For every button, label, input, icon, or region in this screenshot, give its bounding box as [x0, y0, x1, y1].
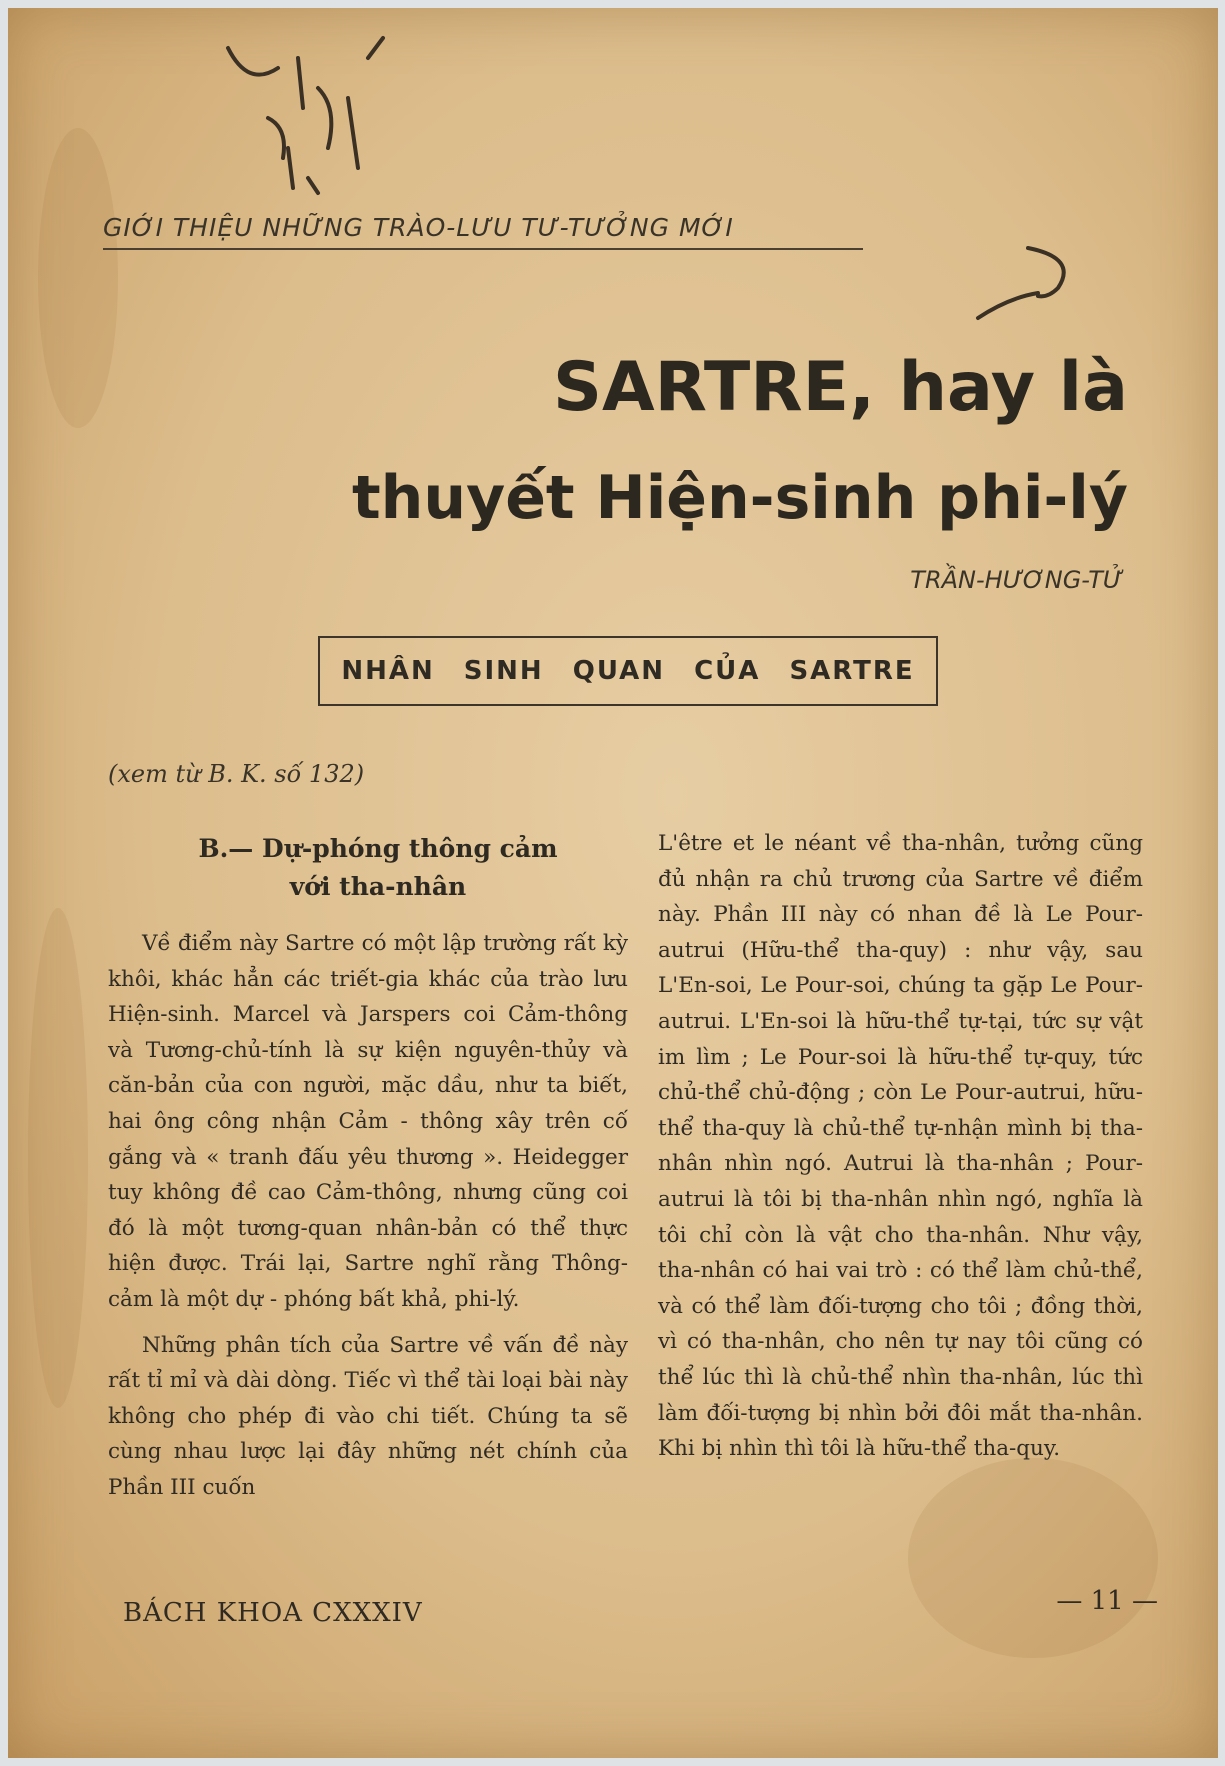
left-column	[108, 926, 628, 1516]
paragraph: Về điểm này Sartre có một lập trường rất kỳ khôi, khác hẳn các triết-gia khác của trào lưu Hiện-sinh. Marcel và Jarspers coi Cảm-thông và Tương-chủ-tính là sự kiện nguyên-thủy và căn-bản của con người, mặc dầu, như ta biết, hai ông công nhận Cảm - thông xây trên cố gắng và « tranh đấu yêu thương ». Heidegger tuy không đề cao Cảm-thông, nhưng cũng coi đó là một tương-quan nhân-bản có thể thực hiện được. Trái lại, Sartre nghĩ rằng Thông-cảm là một dự - phóng bất khả, phi-lý.	[108, 931, 628, 1312]
boxed-heading	[318, 636, 938, 706]
article-title-line2: thuyết Hiện-sinh phi-lý	[352, 463, 1128, 533]
magazine-page	[8, 8, 1218, 1758]
subheading-line1: B.— Dự-phóng thông cảm	[198, 834, 558, 863]
paper-stain	[38, 128, 118, 428]
publication-footer: BÁCH KHOA CXXXIV	[123, 1598, 423, 1628]
continued-from-note: (xem từ B. K. số 132)	[108, 760, 365, 788]
handwritten-scribble	[208, 28, 398, 198]
boxed-heading-text: NHÂN SINH QUAN CỦA SARTRE	[341, 656, 915, 686]
handwritten-mark	[968, 238, 1088, 328]
paragraph: L'être et le néant về tha-nhân, tưởng cũng đủ nhận ra chủ trương của Sartre về điểm này. Phần III này có nhan đề là Le Pour-autrui (Hữu-thể tha-quy) : như vậy, sau L'En-soi, Le Pour-soi, chúng ta gặp Le Pour-autrui. L'En-soi là hữu-thể tự-tại, tức sự vật im lìm ; Le Pour-soi là hữu-thể tự-quy, tức chủ-thể chủ-động ; còn Le Pour-autrui, hữu-thể tha-quy là chủ-thể tự-nhận mình bị tha-nhân nhìn ngó. Autrui là tha-nhân ; Pour-autrui là tôi bị tha-nhân nhìn ngó, nghĩa là tôi chỉ còn là vật cho tha-nhân. Như vậy, tha-nhân có hai vai trò : có thể làm chủ-thể, và có thể làm đối-tượng cho tôi ; đồng thời, vì có tha-nhân, cho nên tự nay tôi cũng có thể lúc thì là chủ-thể nhìn tha-nhân, lúc thì làm đối-tượng bị nhìn bởi đôi mắt tha-nhân. Khi bị nhìn thì tôi là hữu-thể tha-quy.	[658, 831, 1143, 1462]
section-banner: GIỚI THIỆU NHỮNG TRÀO-LƯU TƯ-TƯỞNG MỚI	[103, 213, 863, 250]
page-number: — 11 —	[1056, 1586, 1158, 1616]
subheading	[108, 830, 648, 906]
article-title-line1: SARTRE, hay là	[552, 348, 1128, 427]
right-column	[658, 826, 1143, 1477]
subheading-line2: với tha-nhân	[289, 872, 467, 901]
article-author: TRẦN-HƯƠNG-TỬ	[910, 566, 1123, 594]
paper-stain	[908, 1458, 1158, 1658]
paragraph: Những phân tích của Sartre về vấn đề này rất tỉ mỉ và dài dòng. Tiếc vì thể tài loại bài này không cho phép đi vào chi tiết. Chúng ta sẽ cùng nhau lược lại đây những nét chính của Phần III cuốn	[108, 1332, 628, 1500]
paper-stain	[28, 908, 88, 1408]
